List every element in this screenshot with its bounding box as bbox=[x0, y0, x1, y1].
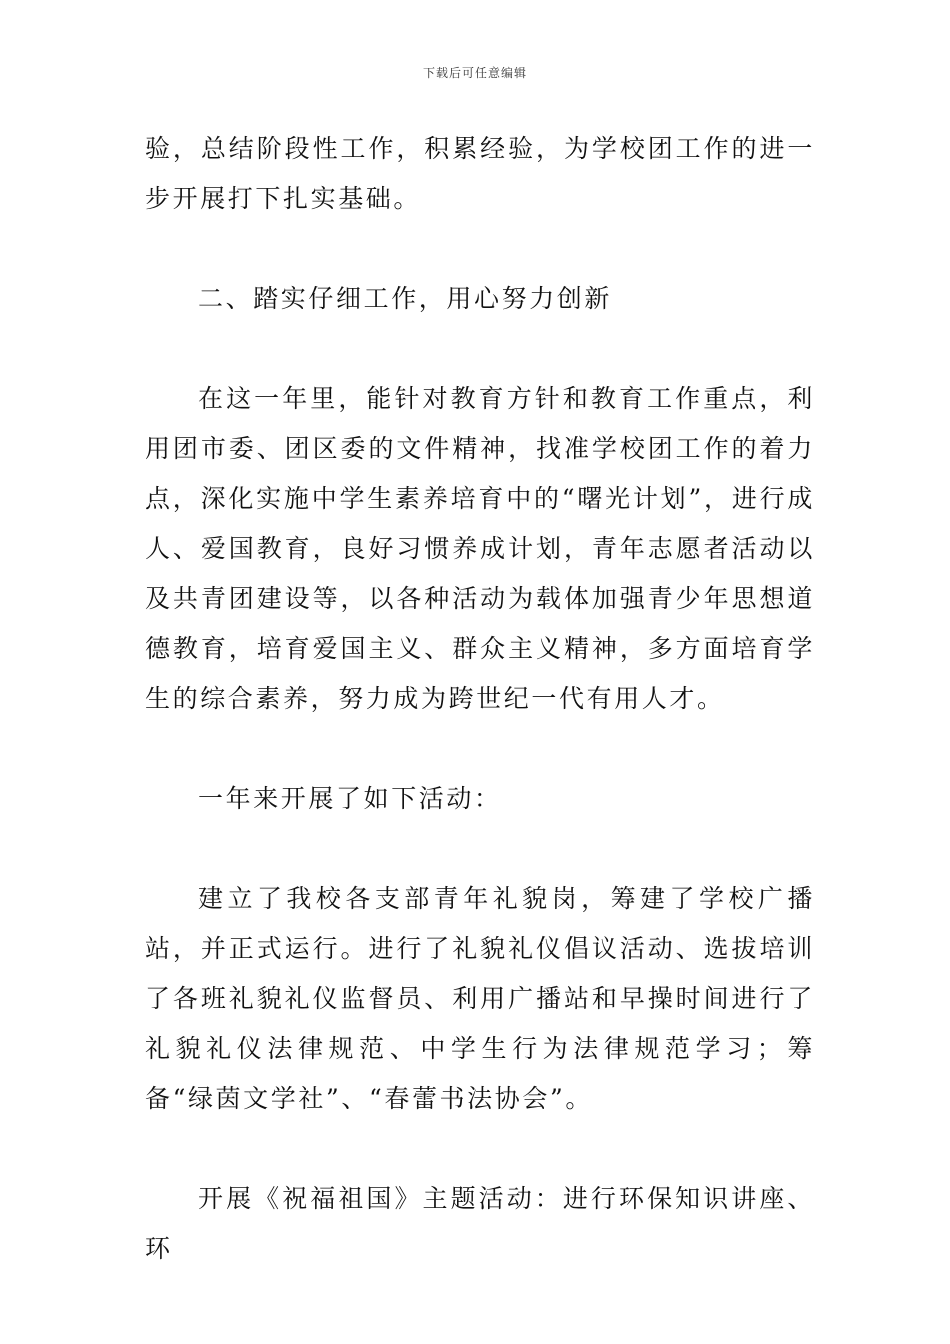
paragraph-overview: 在这一年里，能针对教育方针和教育工作重点，利用团市委、团区委的文件精神，找准学校团工作的着力点，深化实施中学生素养培育中的“曙光计划”，进行成人、爱国教育，良好习惯养成计划，青年志愿者活动以及共青团建设等，以各种活动为载体加强青少年思想道德教育，培育爱国主义、群众主义精神，多方面培育学生的综合素养，努力成为跨世纪一代有用人才。 bbox=[145, 384, 815, 713]
paragraph-etiquette: 建立了我校各支部青年礼貌岗，筹建了学校广播站，并正式运行。进行了礼貌礼仪倡议活动、选拔培训了各班礼貌礼仪监督员、利用广播站和早操时间进行了礼貌礼仪法律规范、中学生行为法律规范学习；筹备“绿茵文学社”、“春蕾书法协会”。 bbox=[145, 884, 815, 1113]
document-body bbox=[145, 124, 815, 1274]
paragraph-theme-activity: 开展《祝福祖国》主题活动：进行环保知识讲座、环 bbox=[145, 1184, 815, 1263]
section-heading: 二、踏实仔细工作，用心努力创新 bbox=[198, 284, 613, 313]
paragraph-activities-intro: 一年来开展了如下活动： bbox=[198, 784, 502, 813]
paragraph-continuation: 验，总结阶段性工作，积累经验，为学校团工作的进一步开展打下扎实基础。 bbox=[145, 134, 815, 213]
page-header: 下载后可任意编辑 bbox=[422, 66, 527, 80]
